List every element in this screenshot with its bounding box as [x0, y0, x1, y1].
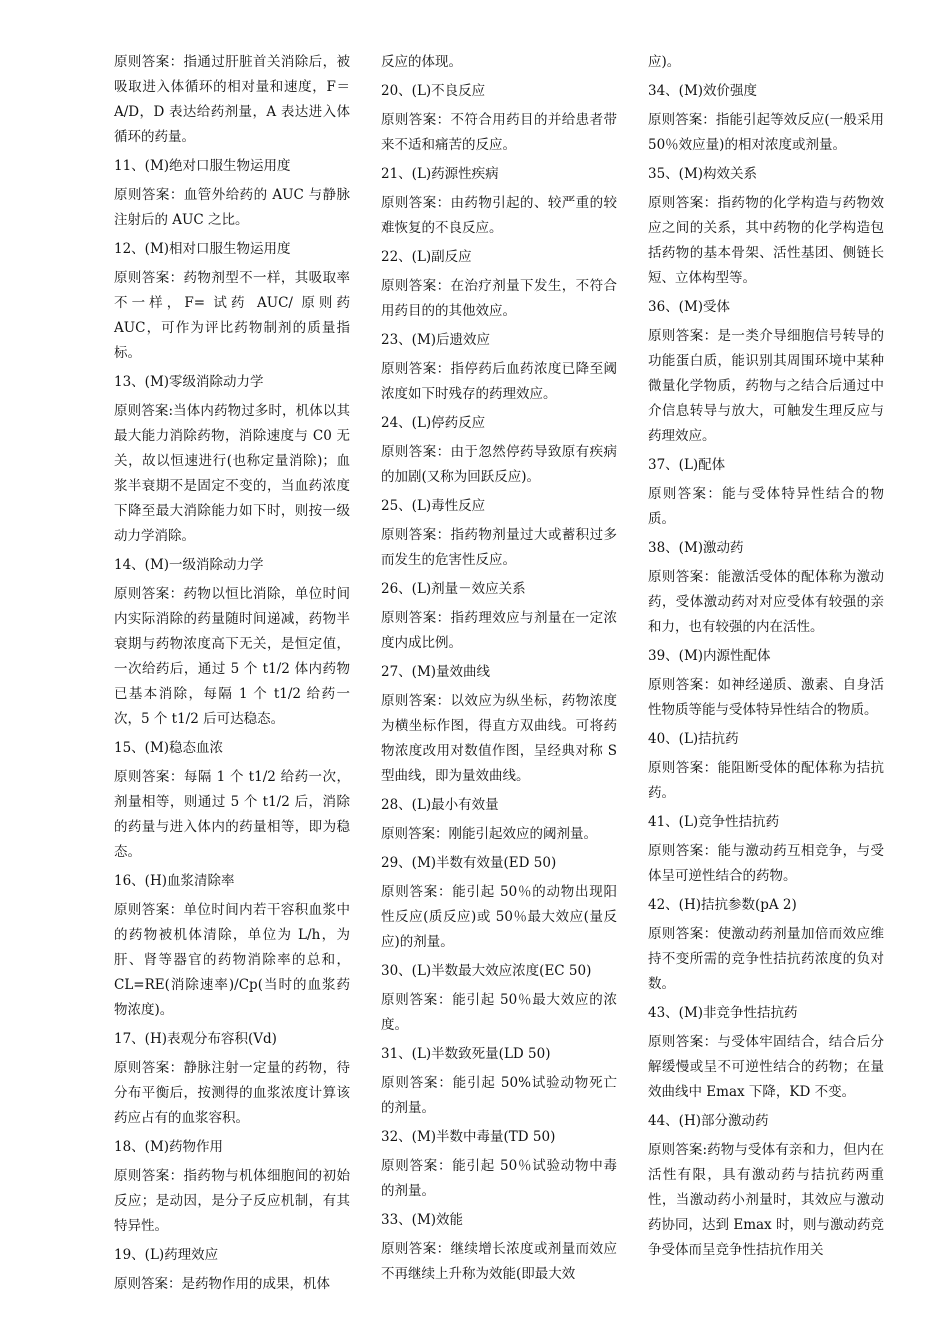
term-heading: 33、(M)效能	[381, 1212, 464, 1228]
term-heading: 14、(M)一级消除动力学	[114, 557, 264, 573]
answer-paragraph: 原则答案：指停药后血药浓度已降至阈浓度如下时残存的药理效应。	[381, 361, 617, 402]
answer-paragraph: 原则答案：能激活受体的配体称为激动药，受体激动药对对应受体有较强的亲和力，也有较强的内在活性。	[648, 569, 884, 635]
term-heading: 20、(L)不良反应	[381, 83, 486, 99]
answer-paragraph: 原则答案：能引起 50％的动物出现阳性反应(质反应)或 50％最大效应(量反应)的剂量。	[381, 884, 617, 950]
term-heading: 34、(M)效价强度	[648, 83, 758, 99]
term-heading: 26、(L)剂量－效应关系	[381, 581, 526, 597]
term-heading: 39、(M)内源性配体	[648, 648, 771, 664]
answer-paragraph: 原则答案：指通过肝脏首关消除后，被吸取进入体循环的相对量和速度，F＝A/D，D 表达给药剂量，A 表达进入体循环的药量。	[114, 54, 350, 145]
term-heading: 30、(L)半数最大效应浓度(EC 50)	[381, 963, 592, 979]
answer-paragraph: 原则答案：继续增长浓度或剂量而效应不再继续上升称为效能(即最大效	[381, 1241, 617, 1282]
answer-paragraph: 原则答案：如神经递质、激素、自身活性物质等能与受体特异性结合的物质。	[648, 677, 884, 718]
answer-paragraph: 原则答案：能引起 50％试验动物中毒的剂量。	[381, 1158, 617, 1199]
answer-paragraph: 原则答案：与受体牢固结合，结合后分解缓慢或呈不可逆性结合的药物；在量效曲线中 Emax 下降，KD 不变。	[648, 1034, 884, 1100]
term-heading: 18、(M)药物作用	[114, 1139, 224, 1155]
answer-paragraph: 原则答案：以效应为纵坐标，药物浓度为横坐标作图，得直方双曲线。可将药物浓度改用对数值作图，呈经典对称 S 型曲线，即为量效曲线。	[381, 693, 617, 784]
term-heading: 41、(L)竞争性拮抗药	[648, 814, 780, 830]
answer-paragraph: 原则答案：能阻断受体的配体称为拮抗药。	[648, 760, 884, 801]
answer-paragraph: 应)。	[648, 54, 681, 70]
answer-paragraph: 原则答案：使激动药剂量加倍而效应维持不变所需的竞争性拮抗药浓度的负对数。	[648, 926, 884, 992]
answer-paragraph: 反应的体现。	[381, 54, 462, 70]
answer-paragraph: 原则答案：在治疗剂量下发生，不符合用药目的的其他效应。	[381, 278, 617, 319]
answer-paragraph: 原则答案：指能引起等效反应(一般采用 50％效应量)的相对浓度或剂量。	[648, 112, 884, 153]
term-heading: 35、(M)构效关系	[648, 166, 758, 182]
term-heading: 21、(L)药源性疾病	[381, 166, 499, 182]
term-heading: 32、(M)半数中毒量(TD 50)	[381, 1129, 556, 1145]
term-heading: 38、(M)激动药	[648, 540, 744, 556]
term-heading: 36、(M)受体	[648, 299, 731, 315]
answer-paragraph: 原则答案：能引起 50％最大效应的浓度。	[381, 992, 617, 1033]
term-heading: 11、(M)绝对口服生物运用度	[114, 158, 291, 174]
answer-paragraph: 原则答案：能引起 50%试验动物死亡的剂量。	[381, 1075, 617, 1116]
answer-paragraph: 原则答案：刚能引起效应的阈剂量。	[381, 826, 597, 842]
term-heading: 15、(M)稳态血浓	[114, 740, 224, 756]
term-heading: 12、(M)相对口服生物运用度	[114, 241, 291, 257]
answer-paragraph: 原则答案：能与受体特异性结合的物质。	[648, 486, 884, 527]
term-heading: 22、(L)副反应	[381, 249, 472, 265]
text-column-3	[648, 50, 884, 1314]
term-heading: 29、(M)半数有效量(ED 50)	[381, 855, 557, 871]
answer-paragraph: 原则答案：静脉注射一定量的药物，待分布平衡后，按测得的血浆浓度计算该药应占有的血浆容积。	[114, 1060, 350, 1126]
term-heading: 28、(L)最小有效量	[381, 797, 499, 813]
answer-paragraph: 原则答案：指药物的化学构造与药物效应之间的关系，其中药物的化学构造包括药物的基本骨架、活性基团、侧链长短、立体构型等。	[648, 195, 884, 286]
term-heading: 27、(M)量效曲线	[381, 664, 491, 680]
answer-paragraph: 原则答案：能与激动药互相竞争，与受体呈可逆性结合的药物。	[648, 843, 884, 884]
answer-paragraph: 原则答案：由药物引起的、较严重的较难恢复的不良反应。	[381, 195, 617, 236]
answer-paragraph: 原则答案：是药物作用的成果，机体	[114, 1276, 330, 1292]
answer-paragraph: 原则答案:当体内药物过多时，机体以其最大能力消除药物，消除速度与 C0 无关，故以恒速进行(也称定量消除)；血浆半衰期不是固定不变的，当血药浓度下降至最大消除能力如下时，则按一级动力学消除。	[114, 403, 350, 544]
answer-paragraph: 原则答案：药物以恒比消除，单位时间内实际消除的药量随时间递减，药物半衰期与药物浓度高下无关，是恒定值，一次给药后，通过 5 个 t1/2 体内药物已基本消除，每隔 1 个 t1/2 给药一次，5 个 t1/2 后可达稳态。	[114, 586, 350, 727]
term-heading: 37、(L)配体	[648, 457, 726, 473]
answer-paragraph: 原则答案：单位时间内若干容积血浆中的药物被机体清除，单位为 L/h，为肝、肾等器官的药物消除率的总和，CL=RE(消除速率)/Cp(当时的血浆药物浓度)。	[114, 902, 350, 1018]
term-heading: 24、(L)停药反应	[381, 415, 486, 431]
answer-paragraph: 原则答案：指药物剂量过大或蓄积过多而发生的危害性反应。	[381, 527, 617, 568]
term-heading: 23、(M)后遗效应	[381, 332, 491, 348]
answer-paragraph: 原则答案：指药物与机体细胞间的初始反应；是动因，是分子反应机制，有其特异性。	[114, 1168, 350, 1234]
term-heading: 13、(M)零级消除动力学	[114, 374, 264, 390]
answer-paragraph: 原则答案：每隔 1 个 t1/2 给药一次，剂量相等，则通过 5 个 t1/2 后，消除的药量与进入体内的药量相等，即为稳态。	[114, 769, 350, 860]
answer-paragraph: 原则答案：是一类介导细胞信号转导的功能蛋白质，能识别其周围环境中某种微量化学物质，药物与之结合后通过中介信息转导与放大，可触发生理反应与药理效应。	[648, 328, 884, 444]
term-heading: 44、(H)部分激动药	[648, 1113, 769, 1129]
answer-paragraph: 原则答案：指药理效应与剂量在一定浓度内成比例。	[381, 610, 617, 651]
answer-paragraph: 原则答案:药物与受体有亲和力，但内在活性有限，具有激动药与拮抗药两重性，当激动药小剂量时，其效应与激动药协同，达到 Emax 时，则与激动药竞争受体而呈竞争性拮抗作用关	[648, 1142, 884, 1258]
text-column-1	[114, 50, 350, 1314]
term-heading: 31、(L)半数致死量(LD 50)	[381, 1046, 551, 1062]
answer-paragraph: 原则答案：血管外给药的 AUC 与静脉注射后的 AUC 之比。	[114, 187, 350, 228]
text-column-2	[381, 50, 617, 1314]
answer-paragraph: 原则答案：药物剂型不一样，其吸取率不一样，F= 试药 AUC/ 原则药 AUC，可作为评比药物制剂的质量指标。	[114, 270, 350, 361]
term-heading: 25、(L)毒性反应	[381, 498, 486, 514]
answer-paragraph: 原则答案：由于忽然停药导致原有疾病的加剧(又称为回跃反应)。	[381, 444, 617, 485]
term-heading: 42、(H)拮抗参数(pA 2)	[648, 897, 797, 913]
term-heading: 17、(H)表观分布容积(Vd)	[114, 1031, 277, 1047]
term-heading: 43、(M)非竞争性拮抗药	[648, 1005, 798, 1021]
answer-paragraph: 原则答案：不符合用药目的并给患者带来不适和痛苦的反应。	[381, 112, 617, 153]
term-heading: 19、(L)药理效应	[114, 1247, 219, 1263]
term-heading: 16、(H)血浆清除率	[114, 873, 235, 889]
term-heading: 40、(L)拮抗药	[648, 731, 739, 747]
